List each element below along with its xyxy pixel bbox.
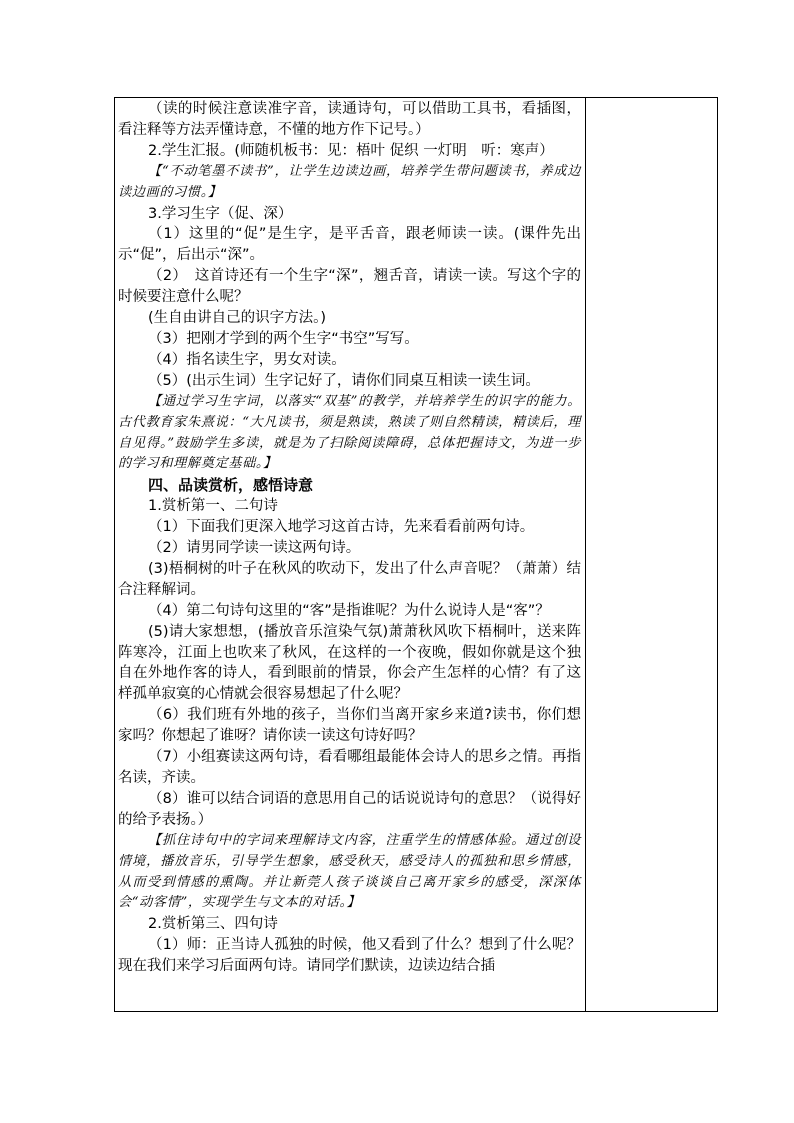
lesson-paragraph: （8）谁可以结合词语的意思用自己的话说说诗句的意思？（说得好的给予表扬。） bbox=[118, 790, 581, 828]
lesson-paragraph: (3)梧桐树的叶子在秋风的吹动下，发出了什么声音呢？（萧萧）结合注释解词。 bbox=[118, 560, 581, 598]
lesson-paragraph: （1）师：正当诗人孤独的时候，他又看到了什么？想到了什么呢？现在我们来学习后面两句诗。请同学们默读，边读边结合插 bbox=[118, 937, 581, 975]
lesson-paragraph: （读的时候注意读准字音，读通诗句，可以借助工具书，看插图，看注释等方法弄懂诗意，不懂的地方作下记号。） bbox=[118, 101, 581, 138]
teaching-note: 【通过学习生字词，以落实“双基”的教学，并培养学生的识字的能力。古代教育家朱熹说：“大凡读书，须是熟读，熟读了则自然精读，精读后，理自见得。”鼓励学生多读，就是为了扫除阅读障碍，总体把握诗文，为进一步的学习和理解奠定基础。】 bbox=[118, 393, 581, 472]
lesson-paragraph: (5)请大家想想，(播放音乐渲染气氛)萧萧秋风吹下梧桐叶，送来阵阵寒冷，江面上也吹来了秋风，在这样的一个夜晚，假如你就是这个独自在外地作客的诗人，看到眼前的情景，你会产生怎样的心情？有了这样孤单寂寞的心情就会很容易想起了什么呢？ bbox=[118, 623, 581, 703]
lesson-paragraph: （2）请男同学读一读这两句诗。 bbox=[148, 540, 361, 557]
teaching-note: 【“不动笔墨不读书”，让学生边读边画，培养学生带问题读书，养成边读边画的习惯。】 bbox=[118, 163, 581, 200]
lesson-content-cell bbox=[118, 99, 581, 977]
section-heading: 四、品读赏析，感悟诗意 bbox=[148, 476, 314, 495]
lesson-paragraph: （7）小组赛读这两句诗，看看哪组最能体会诗人的思乡之情。再指名读，齐读。 bbox=[118, 749, 581, 786]
lesson-paragraph: （6）我们班有外地的孩子，当你们当离开家乡来道?读书，你们想家吗？你想起了谁呀？请你读一读这句诗好吗？ bbox=[118, 707, 581, 745]
lesson-paragraph: （2） 这首诗还有一个生字“深”，翘舌音，请读一读。写这个字的时候要注意什么呢？ bbox=[118, 268, 581, 306]
teaching-note: 【抓住诗句中的字词来理解诗文内容，注重学生的情感体验。通过创设情境，播放音乐，引导学生想象，感受秋天，感受诗人的孤独和思乡情感，从而受到情感的熏陶。并让新莞人孩子谈谈自己离开家乡的感受，深深体会“动客情”，实现学生与文本的对话。】 bbox=[118, 832, 581, 911]
lesson-paragraph: （4）指名读生字，男女对读。 bbox=[148, 351, 346, 368]
lesson-paragraph: （4）第二句诗句这里的“客”是指谁呢？为什么说诗人是“客”？ bbox=[148, 602, 550, 619]
lesson-paragraph: 2.学生汇报。(师随机板书：见：梧叶 促织 一灯明 听：寒声） bbox=[148, 142, 554, 159]
lesson-paragraph: （1）这里的“促”是生字，是平舌音，跟老师读一读。(课件先出示“促”，后出示“深”。 bbox=[118, 226, 581, 264]
lesson-paragraph: 1.赏析第一、二句诗 bbox=[148, 498, 278, 515]
lesson-paragraph: （1）下面我们更深入地学习这首古诗，先来看看前两句诗。 bbox=[148, 519, 535, 536]
lesson-paragraph: (生自由讲自己的识字方法。) bbox=[148, 310, 327, 327]
lesson-paragraph: 2.赏析第三、四句诗 bbox=[148, 916, 278, 933]
lesson-paragraph: （5）(出示生词）生字记好了，请你们同桌互相读一读生词。 bbox=[148, 372, 540, 389]
lesson-paragraph: 3.学习生字（促、深） bbox=[148, 205, 293, 222]
lesson-paragraph: （3）把刚才学到的两个生字“书空”写写。 bbox=[148, 330, 419, 347]
table-column-divider bbox=[585, 97, 586, 1012]
